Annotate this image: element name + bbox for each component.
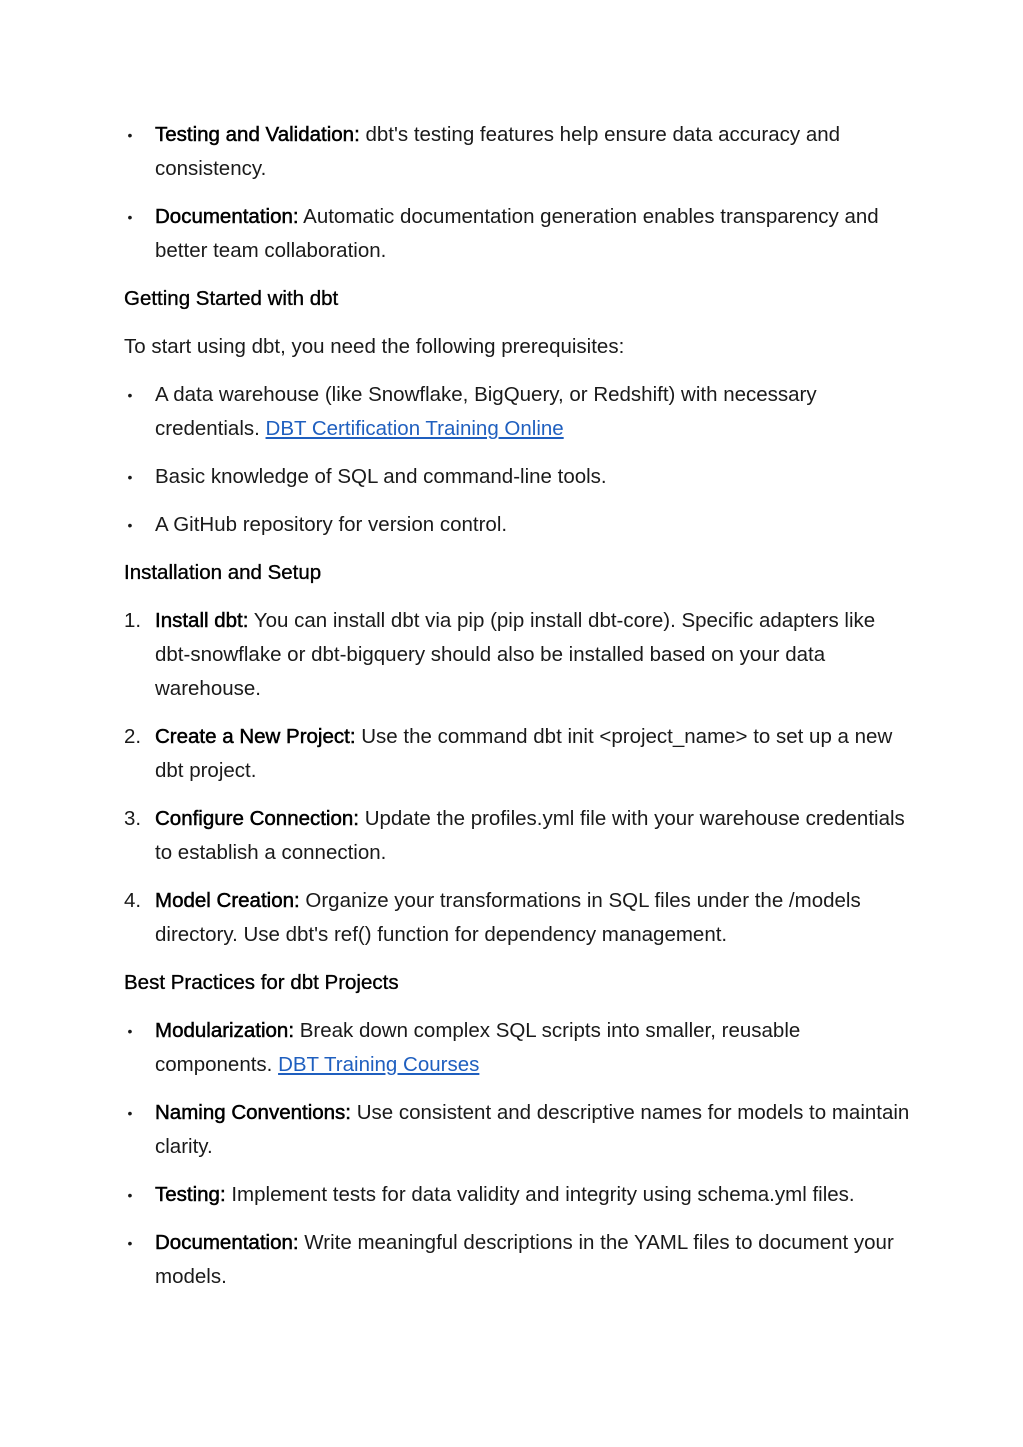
bullet: • [127,127,133,143]
list-item [124,200,914,268]
item-text: Break down complex SQL scripts into smaller, reusable components. [155,1019,801,1076]
item-text: You can install dbt via pip (pip install dbt-core). Specific adapters like dbt-snowflake or dbt-bigquery should also be installed based on your data warehouse. [155,609,876,700]
step-number: 1. [124,609,142,632]
list-item [124,604,914,706]
bullet: • [127,1023,133,1039]
features-list [124,118,914,268]
item-term: Documentation: [155,205,299,228]
dbt-training-courses-link[interactable]: DBT Training Courses [278,1053,480,1076]
list-item [124,1178,914,1212]
section-heading-installation: Installation and Setup [124,561,322,584]
installation-steps-list [124,604,914,952]
item-text: Update the profiles.yml file with your warehouse credentials to establish a connection. [155,807,905,864]
list-item [124,508,914,542]
item-term: Documentation: [155,1231,299,1254]
intro-paragraph: To start using dbt, you need the following prerequisites: [124,335,625,358]
best-practices-list [124,1014,914,1294]
list-item [124,378,914,446]
item-term: Testing: [155,1183,226,1206]
bullet: • [127,469,133,485]
document-page [124,118,914,1308]
item-term: Naming Conventions: [155,1101,351,1124]
list-item [124,118,914,186]
item-term: Testing and Validation: [155,123,360,146]
bullet: • [127,209,133,225]
dbt-certification-link[interactable]: DBT Certification Training Online [265,417,564,440]
bullet: • [127,1187,133,1203]
list-item [124,884,914,952]
item-text: Use the command dbt init <project_name> to set up a new dbt project. [155,725,893,782]
section-heading-getting-started: Getting Started with dbt [124,287,339,310]
item-term: Install dbt: [155,609,249,632]
step-number: 4. [124,889,142,912]
item-text: dbt's testing features help ensure data accuracy and consistency. [155,123,841,180]
step-number: 2. [124,725,142,748]
bullet: • [127,1105,133,1121]
item-text: Automatic documentation generation enables transparency and better team collaboration. [155,205,879,262]
item-text: Organize your transformations in SQL files under the /models directory. Use dbt's ref() function for dependency management. [155,889,861,946]
list-item [124,802,914,870]
list-item [124,1014,914,1082]
list-item [124,720,914,788]
item-term: Model Creation: [155,889,300,912]
item-text: A GitHub repository for version control. [155,513,508,536]
list-item [124,460,914,494]
item-text: Implement tests for data validity and integrity using schema.yml files. [225,1183,855,1206]
item-text: Write meaningful descriptions in the YAML files to document your models. [155,1231,894,1288]
section-heading-best-practices: Best Practices for dbt Projects [124,971,399,994]
bullet: • [127,387,133,403]
item-term: Configure Connection: [155,807,359,830]
prerequisites-list [124,378,914,542]
bullet: • [127,1235,133,1251]
bullet: • [127,517,133,533]
item-text: Use consistent and descriptive names for models to maintain clarity. [155,1101,910,1158]
list-item [124,1226,914,1294]
item-term: Modularization: [155,1019,295,1042]
item-text: A data warehouse (like Snowflake, BigQuery, or Redshift) with necessary credentials. [155,383,817,440]
list-item [124,1096,914,1164]
step-number: 3. [124,807,142,830]
item-term: Create a New Project: [155,725,356,748]
item-text: Basic knowledge of SQL and command-line tools. [155,465,607,488]
